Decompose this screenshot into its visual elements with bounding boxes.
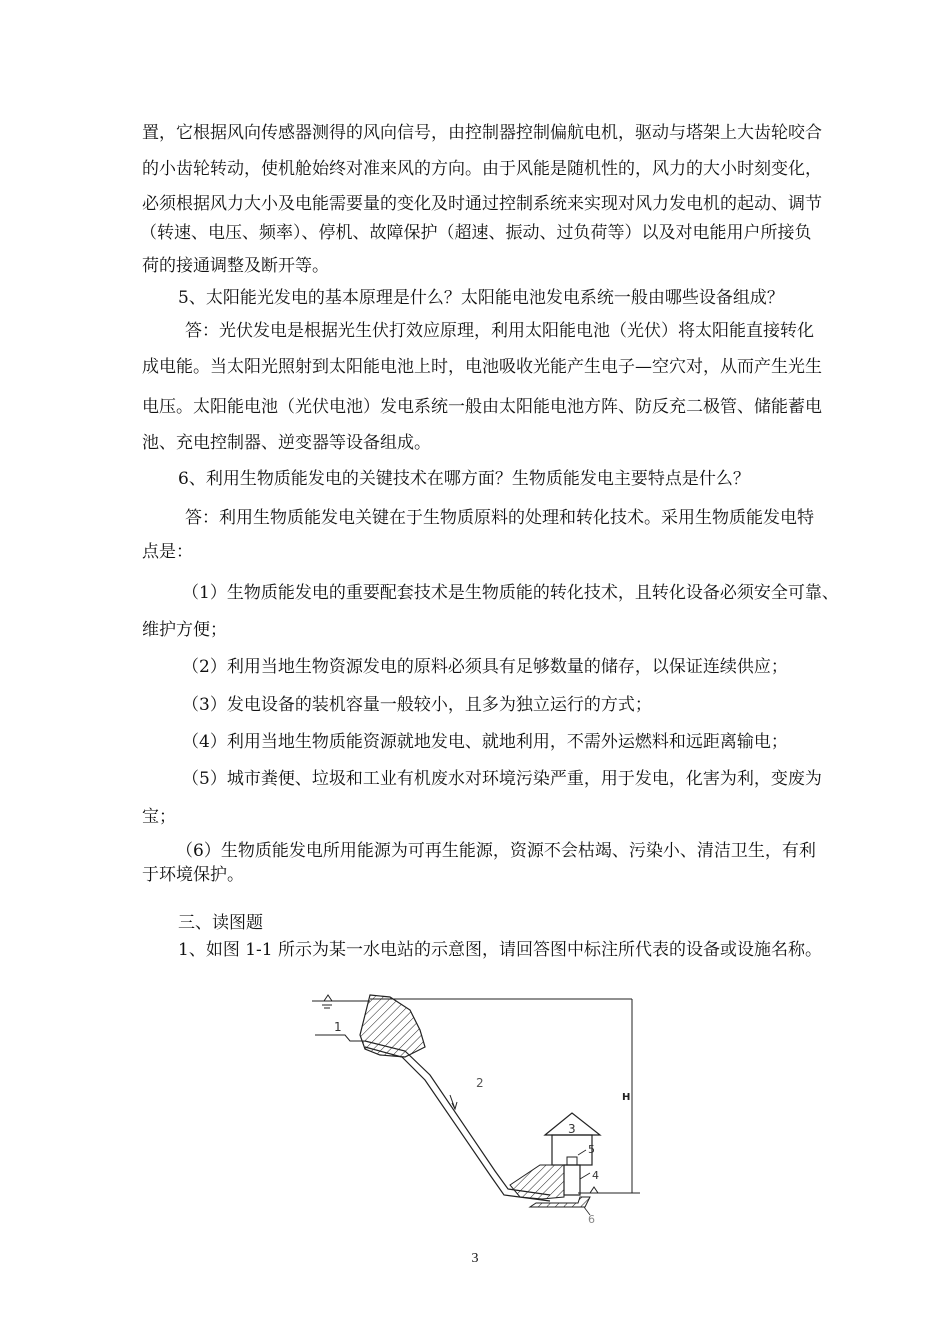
generator-unit [564,1165,580,1195]
section-heading: 三、读图题 [178,913,263,933]
list-item: （6）生物质能发电所用能源为可再生能源，资源不会枯竭、污染小、清洁卫生，有利 [176,841,816,861]
hydropower-station-diagram [310,985,640,1225]
list-item: （3）发电设备的装机容量一般较小，且多为独立运行的方式； [182,695,652,715]
question-6: 6、利用生物质能发电的关键技术在哪方面？生物质能发电主要特点是什么？ [178,469,750,489]
label-1: 1 [334,1020,342,1034]
tailwater-level [578,1187,640,1193]
figure-question: 1、如图 1-1 所示为某一水电站的示意图，请回答图中标注所代表的设备或设施名称。 [178,940,822,960]
answer-6: 答：利用生物质能发电关键在于生物质原料的处理和转化技术。采用生物质能发电特 [185,508,814,528]
list-item: （1）生物质能发电的重要配套技术是生物质能的转化技术，且转化设备必须安全可靠、 [182,583,839,603]
text-line: （转速、电压、频率）、停机、故障保护（超速、振动、过负荷等）以及对电能用户所接负 [140,223,812,243]
text-line: 池、充电控制器、逆变器等设备组成。 [142,433,431,453]
list-item: （5）城市粪便、垃圾和工业有机废水对环境污染严重，用于发电，化害为利，变废为 [182,769,822,789]
text-line: 电压。太阳能电池（光伏电池）发电系统一般由太阳能电池方阵、防反充二极管、储能蓄电 [142,397,822,417]
label-3: 3 [568,1122,576,1136]
text-line: 宝； [142,807,176,827]
label-6: 6 [588,1213,595,1225]
label-2: 2 [476,1076,484,1090]
label-5: 5 [588,1143,595,1156]
question-5: 5、太阳能光发电的基本原理是什么？太阳能电池发电系统一般由哪些设备组成？ [178,288,784,308]
text-line: 维护方便； [142,620,227,640]
answer-5: 答：光伏发电是根据光生伏打效应原理，利用太阳能电池（光伏）将太阳能直接转化 [185,321,814,341]
text-line: 点是： [142,542,193,562]
text-line: 置，它根据风向传感器测得的风向信号，由控制器控制偏航电机，驱动与塔架上大齿轮咬合 [142,123,822,143]
list-item: （4）利用当地生物质能资源就地发电、就地利用，不需外运燃料和远距离输电； [182,732,788,752]
text-line: 的小齿轮转动，使机舱始终对准来风的方向。由于风能是随机性的，风力的大小时刻变化， [142,159,822,179]
text-line: 必须根据风力大小及电能需要量的变化及时通过控制系统来实现对风力发电机的起动、调节 [142,194,822,214]
label-h: H [622,1092,631,1103]
upper-water-level [312,995,370,1008]
list-item: （2）利用当地生物资源发电的原料必须具有足够数量的储存，以保证连续供应； [182,657,788,677]
label-4: 4 [592,1169,599,1182]
page-number: 3 [471,1251,479,1266]
text-line: 于环境保护。 [142,865,244,885]
text-line: 成电能。当太阳光照射到太阳能电池上时，电池吸收光能产生电子—空穴对，从而产生光生 [142,357,822,377]
text-line: 荷的接通调整及断开等。 [142,256,329,276]
